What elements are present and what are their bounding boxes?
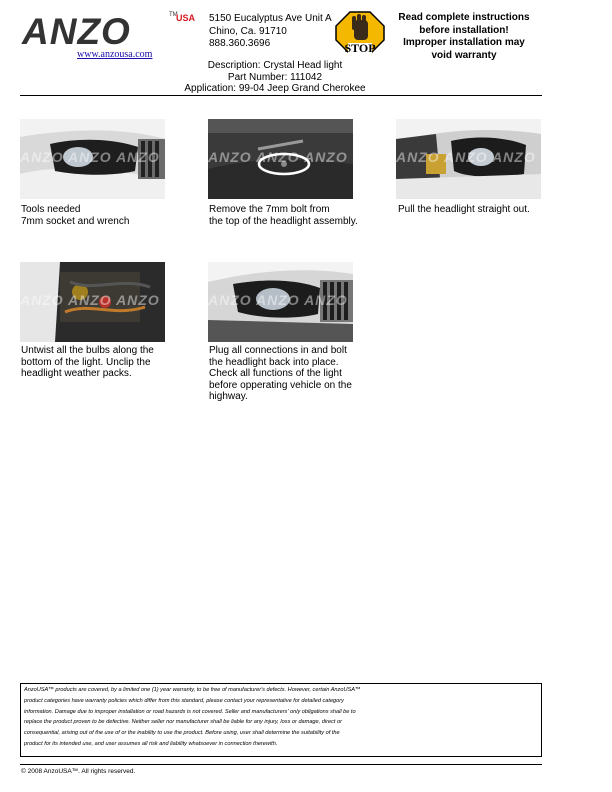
stop-hand-icon	[334, 10, 386, 58]
step-3-text	[398, 204, 558, 216]
step-line: before opperating vehicle on the	[209, 379, 352, 391]
step-4-photo	[20, 262, 165, 342]
photo-watermark: ANZO ANZO ANZO	[396, 149, 536, 165]
logo-wordmark: ANZO	[22, 11, 131, 52]
step-line: 7mm socket and wrench	[21, 215, 130, 227]
photo-watermark: ANZO ANZO ANZO	[208, 149, 348, 165]
step-line: the headlight back into place.	[209, 356, 339, 368]
disclaimer-line: consequential, arising out of the use of or the inability to use the product. Before using, user shall determine the suitability of the	[24, 730, 340, 737]
disclaimer-line: AnzoUSA™ products are covered, by a limited one (1) year warranty, to be free of manufacturer's defects. However, certain AnzoUSA™	[24, 687, 361, 693]
warranty-disclaimer	[20, 683, 542, 757]
step-2-photo	[208, 119, 353, 199]
company-address	[209, 13, 332, 51]
step-line: Untwist all the bulbs along the	[21, 345, 154, 356]
footer-divider	[20, 764, 542, 765]
step-1-photo	[20, 119, 165, 199]
anzo-logo	[22, 11, 196, 62]
address-street: 5150 Eucalyptus Ave Unit A	[209, 13, 332, 24]
step-4-text	[21, 345, 181, 380]
stop-label: STOP	[344, 41, 376, 55]
photo-watermark: ANZO ANZO ANZO	[208, 292, 348, 308]
logo-trademark: TM	[169, 12, 178, 18]
step-3-photo	[396, 119, 541, 199]
disclaimer-line: information. Damage due to improper installation or road hazards is not covered. Seller and manufacturers' only obligations shall be to	[24, 708, 356, 715]
description-text: Description: Crystal Head light	[207, 60, 343, 71]
disclaimer-line: replace the product proven to be defective. Neither seller nor manufacturer shall be liable for any injury, loss or damage, direct or	[24, 719, 342, 726]
step-1-text	[21, 204, 181, 227]
address-city: Chino, Ca. 91710	[209, 25, 287, 37]
step-line: bottom of the light. Unclip the	[21, 356, 151, 368]
address-phone: 888.360.3696	[209, 38, 271, 49]
step-line: Remove the 7mm bolt from	[209, 204, 330, 215]
part-number: Part Number: 111042	[227, 71, 323, 83]
installation-warning	[388, 12, 540, 62]
step-line: Check all functions of the light	[209, 368, 342, 379]
step-line: highway.	[209, 391, 248, 402]
photo-watermark: ANZO ANZO ANZO	[20, 292, 160, 308]
step-line: Plug all connections in and bolt	[209, 345, 347, 356]
step-2-text	[209, 204, 379, 227]
photo-watermark: ANZO ANZO ANZO	[20, 149, 160, 165]
product-description	[150, 60, 400, 95]
application: Application: 99-04 Jeep Grand Cherokee	[184, 83, 366, 94]
warning-line: void warranty	[431, 49, 497, 61]
step-5-text	[209, 345, 369, 403]
copyright-notice: © 2008 AnzoUSA™. All rights reserved.	[21, 768, 136, 775]
step-5-photo	[208, 262, 353, 342]
disclaimer-line: product categories have warranty policies which differ from this standard, please contact your representative for detailed category	[24, 697, 344, 704]
logo-region: USA	[176, 13, 196, 23]
warning-line: Improper installation may	[403, 37, 525, 48]
warning-line: before installation!	[419, 24, 509, 36]
step-line: Pull the headlight straight out.	[398, 204, 530, 215]
step-line: the top of the headlight assembly.	[209, 215, 358, 227]
header-divider	[20, 95, 542, 96]
warning-line: Read complete instructions	[398, 12, 530, 23]
disclaimer-line: product for its intended use, and user assumes all risk and liability whatsoever in connection therewith.	[24, 740, 278, 747]
website-link[interactable]: www.anzousa.com	[77, 49, 153, 60]
step-line: headlight weather packs.	[21, 368, 132, 379]
step-line: Tools needed	[21, 204, 81, 215]
